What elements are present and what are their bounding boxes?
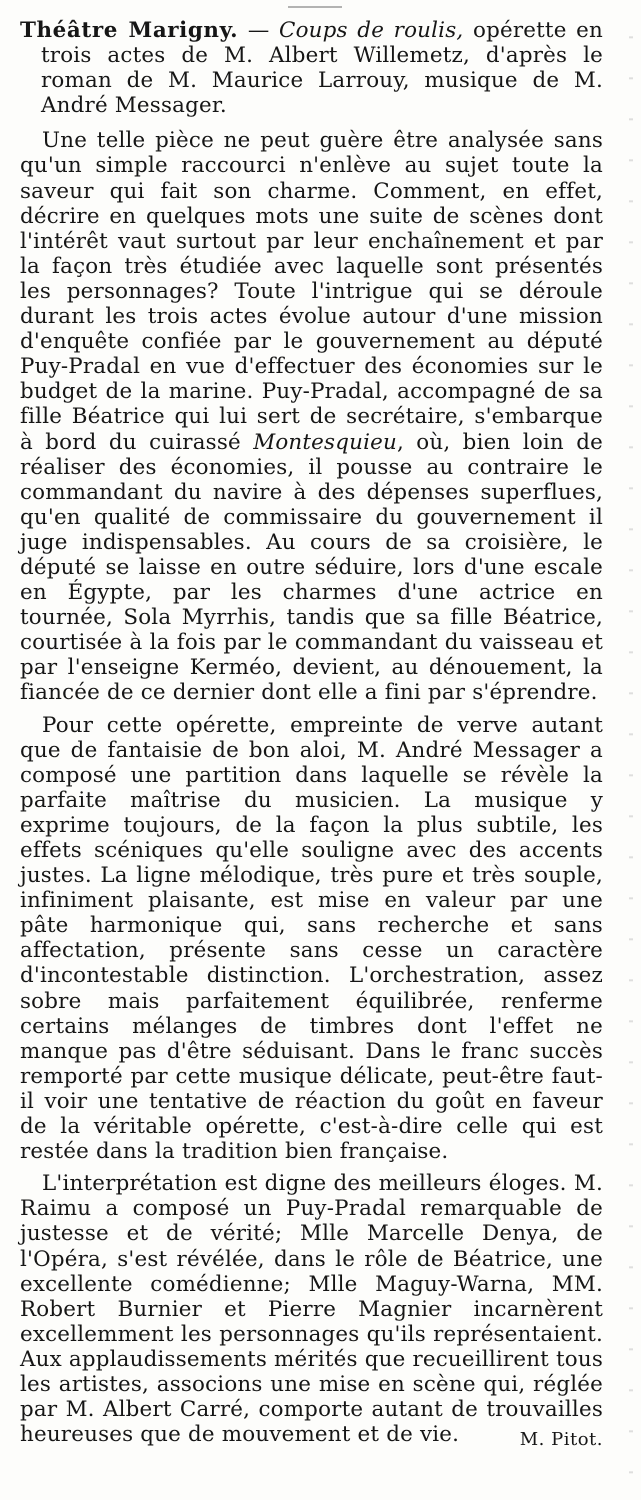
review-heading — [20, 18, 603, 118]
paragraph-performance: L'interprétation est digne des meilleurs éloges. M. Raimu a composé un Puy-Pradal remarquable de justesse et de vérité; Mlle Marcelle Denya, de l'Opéra, s'est révélée, dans le rôle de Béatrice, une excellente comédienne; Mlle Maguy-Warna, MM. Robert Burnier et Pierre Magnier incarnèrent excellemment les personnages qu'ils représentaient. Aux applaudissements mérités que recueillirent tous les artistes, associons une mise en scène qui, réglée par M. Albert Carré, comporte autant de trouvailles heureuses que de mouvement et de vie. — [20, 1171, 603, 1448]
heading-credits: opérette en trois actes de M. Albert Willemetz, d'après le roman de M. Maurice Larrouy, musique de M. André Messager. — [41, 18, 604, 119]
closing-block — [20, 1171, 603, 1451]
paragraph-music: Pour cette opérette, empreinte de verve autant que de fantaisie de bon aloi, M. André Messager a composé une partition dans laquelle se révèle la parfaite maîtrise du musicien. La musique y exprime toujours, de la façon la plus subtile, les effets scéniques qu'elle souligne avec des accents justes. La ligne mélodique, très pure et très souple, infiniment plaisante, est mise en valeur par une pâte harmonique qui, sans recherche et sans affectation, présente sans cesse un caractère d'incontestable distinction. L'orchestration, assez sobre mais parfaitement équilibrée, renferme certains mélanges de timbres dont l'effet ne manque pas d'être séduisant. Dans le franc succès remporté par cette musique délicate, peut-être faut-il voir une tentative de réaction du goût en faveur de la véritable opérette, c'est-à-dire celle qui est restée dans la tradition bien française. — [20, 712, 603, 1165]
author-signature: M. Pitot. — [519, 1429, 603, 1451]
header-rule — [288, 0, 342, 8]
synopsis-text-end: , où, bien loin de réaliser des économies, il pousse au contraire le commandant du navire à des dépenses superflues, qu'en qualité de commissaire du gouvernement il juge indispensables. Au cours de sa croisière, le député se laisse en outre séduire, lors d'une escale en Égypte, par les charmes d'une actrice en tournée, Sola Myrrhis, tandis que sa fille Béatrice, courtisée à la fois par le commandant du vaisseau et par l'enseigne Kerméo, devient, au dénouement, la fiancée de ce dernier dont elle a fini par s'éprendre. — [20, 429, 603, 706]
venue-name: Théâtre Marigny. — [20, 18, 239, 43]
scan-edge-marks — [629, 24, 633, 1474]
synopsis-text-start: Une telle pièce ne peut guère être analysée sans qu'un simple raccourci n'enlève au sujet toute la saveur qui fait son charme. Comment, en effet, décrire en quelques mots une suite de scènes dont l'intérêt vaut surtout par leur enchaînement et par la façon très étudiée avec laquelle sont présentés les personnages? Toute l'intrigue qui se déroule durant les trois actes évolue autour d'une mission d'enquête confiée par le gouvernement au député Puy-Pradal en vue d'effectuer des économies sur le budget de la marine. Puy-Pradal, accompagné de sa fille Béatrice qui lui sert de secrétaire, s'embarque à bord du cuirassé — [20, 128, 603, 455]
heading-dash: — — [238, 18, 280, 43]
review-article — [20, 18, 603, 1454]
work-title: Coups de roulis, — [279, 18, 464, 43]
paragraph-synopsis — [20, 128, 603, 705]
ship-name: Montesquieu — [253, 429, 397, 455]
